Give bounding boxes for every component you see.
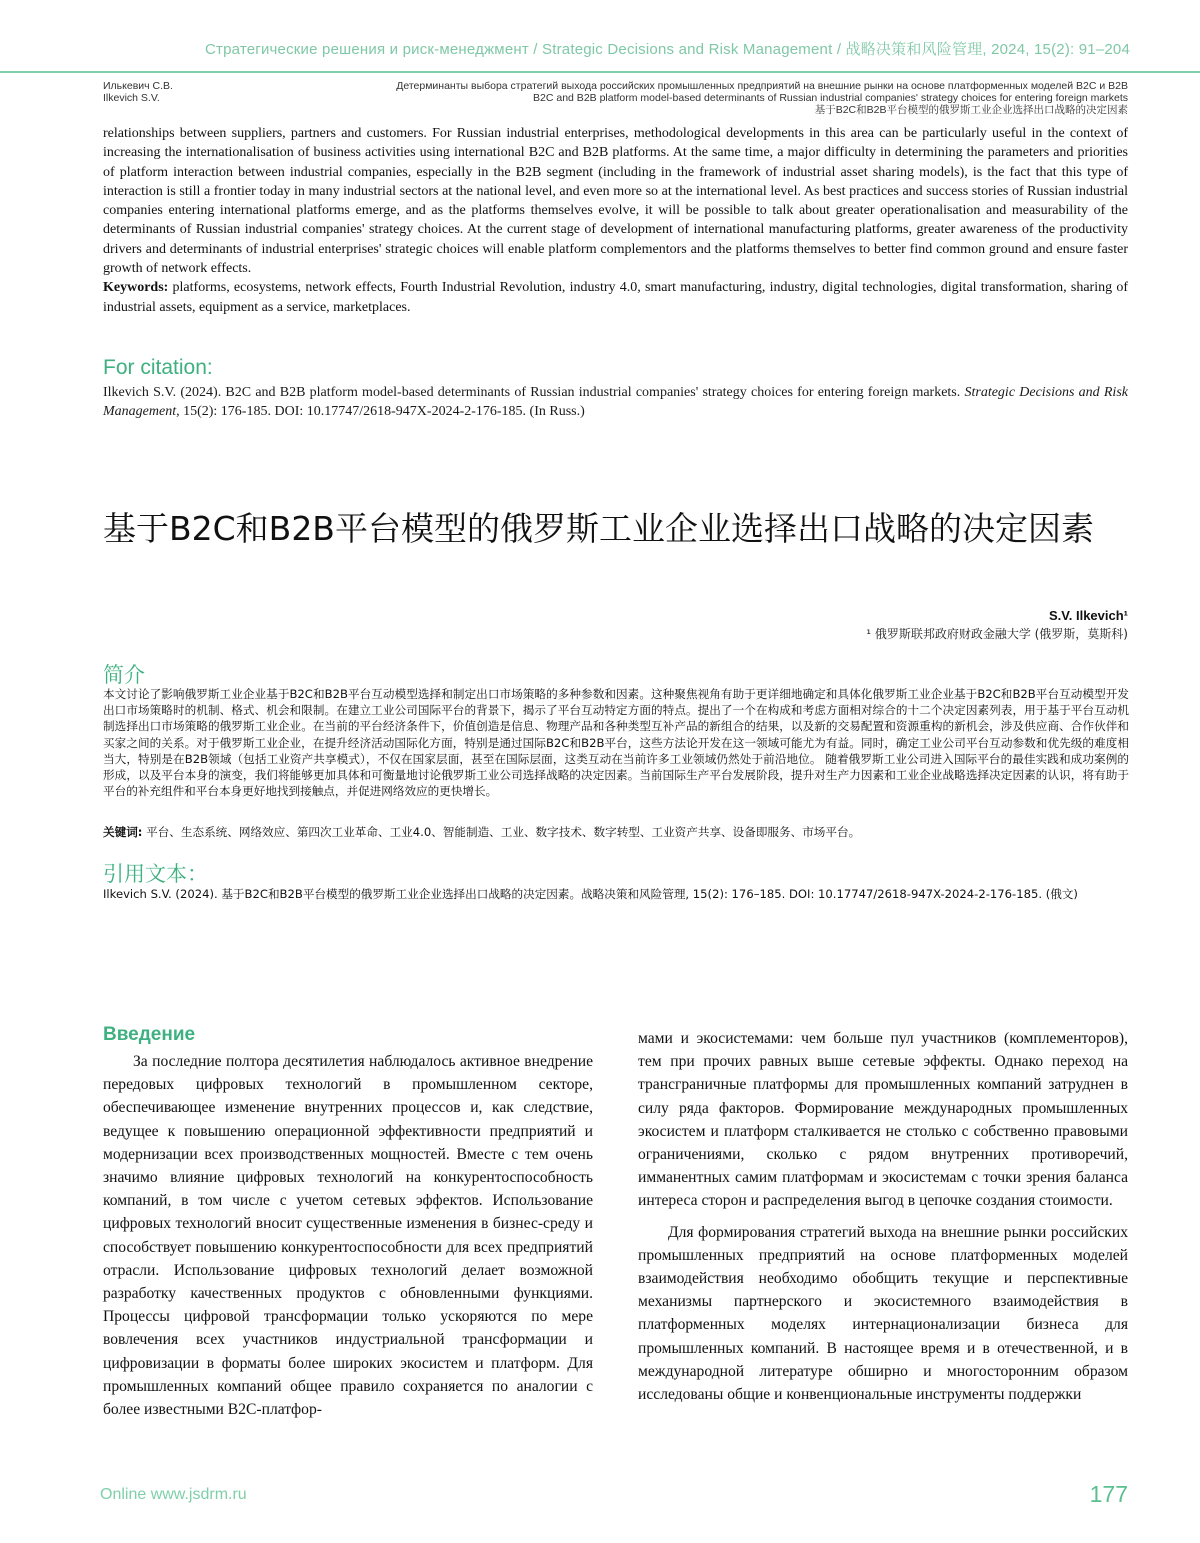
running-title-zh: 基于B2C和B2B平台模型的俄罗斯工业企业选择出口战略的决定因素 bbox=[814, 104, 1128, 116]
journal-header-line: Стратегические решения и риск-менеджмент / Strategic Decisions and Risk Management / 战略决策和风险管理, 2024, 15(2): 91–204 bbox=[204, 41, 1130, 58]
body-column-left bbox=[103, 1050, 593, 1421]
zh-citation-heading: 引用文本： bbox=[103, 863, 208, 886]
body-paragraph: За последние полтора десятилетия наблюдалось активное внедрение передовых цифровых технологий в промышленном секторе, обеспечивающее изменение внутренних процессов и, как следствие, ведущее к повышению операционной эффективности предприятий и модернизации всех производственных мощностей. Вместе с тем очень значимо влияние цифровых технологий на конкурентоспособность компаний, в том числе с учетом сетевых эффектов. Использование цифровых технологий вносит существенные изменения в бизнес-среду и способствует повышению конкурентоспособности для всех предприятий отрасли. Использование цифровых технологий делает возможной разработку качественных продуктов с обновленными функциями. Процессы цифровой трансформации только ускоряются по мере вовлечения всех участников индустриальной трансформации и цифровизации в форматы более широких экосистем и платформ. Для промышленных компаний общее правило сохраняется по аналогии с более известными B2C-платфор- bbox=[103, 1053, 593, 1419]
citation-en-part2: , 15(2): 176-185. DOI: 10.17747/2618-947X-2024-2-176-185. (In Russ.) bbox=[176, 404, 585, 420]
zh-keywords-text: 平台、生态系统、网络效应、第四次工业革命、工业4.0、智能制造、工业、数字技术、数字转型、工业资产共享、设备即服务、市场平台。 bbox=[142, 825, 861, 839]
keywords-en: platforms, ecosystems, network effects, Fourth Industrial Revolution, industry 4.0, smart manufacturing, industry, digital technologies, digital transformation, sharing of industrial assets, equipment as a service, marketplaces. bbox=[103, 280, 1128, 315]
footer-website: Online www.jsdrm.ru bbox=[100, 1486, 247, 1503]
citation-heading-en: For citation: bbox=[103, 356, 213, 379]
page-number: 177 bbox=[1089, 1481, 1128, 1507]
abstract-en-text: relationships between suppliers, partners and customers. For Russian industrial enterprises, methodological developments in this area can be particularly useful in the context of increasing the internationalisation of business activities using international B2C and B2B platforms. At the same time, a major difficulty in determining the parameters and priorities of platform interaction between industrial companies, especially in the B2B segment (including in the framework of industrial asset sharing models), is the fact that this type of interaction is still a frontier today in many industrial sectors at the national level, and even more so at the international level. As best practices and success stories of Russian industrial companies entering international platforms emerge, and as the platforms themselves evolve, it will be possible to talk about greater operationalisation and measurability of the determinants of Russian industrial companies' strategy choices. At the current stage of development of international manufacturing platforms, greater awareness of the productivity drivers and determinants of industrial enterprises' strategic choices will enable platform complementors and the platforms themselves to better find common ground and ensure faster growth of network effects. bbox=[103, 126, 1128, 277]
zh-abstract-heading: 简介 bbox=[103, 664, 145, 687]
intro-heading: Введение bbox=[103, 1024, 196, 1045]
citation-en-part1: Ilkevich S.V. (2024). B2C and B2B platform model-based determinants of Russian industrial companies' strategy choices for entering foreign markets. bbox=[103, 385, 965, 400]
author-en: Ilkevich S.V. bbox=[103, 92, 160, 104]
zh-author: S.V. Ilkevich¹ bbox=[1048, 608, 1128, 623]
abstract-en bbox=[103, 124, 1128, 317]
citation-en-journal: Strategic Decisions and Risk Management bbox=[103, 385, 1128, 420]
keywords-en-label: Keywords: bbox=[103, 280, 169, 296]
running-title bbox=[328, 80, 1128, 116]
zh-citation: Ilkevich S.V. (2024). 基于B2C和B2B平台模型的俄罗斯工业企业选择出口战略的决定因素。战略决策和风险管理, 15(2): 176–185. DOI: 10.17747/2618-947X-2024-2-176-185. (俄文) bbox=[103, 887, 1078, 901]
running-title-ru: Детерминанты выбора стратегий выхода российских промышленных предприятий на внешние рынки на основе платформенных моделей B2C и B2B bbox=[396, 80, 1128, 92]
body-paragraph: мами и экосистемами: чем больше пул участников (комплементоров), тем при прочих равных выше сетевые эффекты. Однако переход на трансграничные платформы для промышленных компаний затруднен в силу ряда факторов. Формирование международных промышленных экосистем и платформ сталкивается не столько с собственно правовыми ограничениями, сколько с рядом внутренних противоречий, имманентных самим платформам и экосистемам с точки зрения баланса интереса сторон и распределения выгод в цепочке создания стоимости. bbox=[638, 1030, 1128, 1210]
author-ru: Илькевич С.В. bbox=[103, 80, 173, 92]
header-divider bbox=[0, 71, 1200, 73]
zh-article-title: 基于B2C和B2B平台模型的俄罗斯工业企业选择出口战略的决定因素 bbox=[103, 509, 1094, 548]
zh-keywords-label: 关键词: bbox=[103, 825, 143, 839]
body-paragraph: Для формирования стратегий выхода на внешние рынки российских промышленных предприятий на основе платформенных моделей взаимодействия необходимо обобщить текущие и перспективные механизмы партнерского и экосистемного взаимодействия в платформенных моделях интернационализации бизнеса для промышленных компаний. В настоящее время и в отечественной, и в международной литературе обширно и многосторонним образом исследованы общие и конвенциональные инструменты поддержки bbox=[638, 1223, 1128, 1404]
running-authors bbox=[103, 80, 173, 104]
citation-en bbox=[103, 383, 1128, 422]
zh-abstract: 本文讨论了影响俄罗斯工业企业基于B2C和B2B平台互动模型选择和制定出口市场策略的多种参数和因素。这种聚焦视角有助于更详细地确定和具体化俄罗斯工业企业基于B2C和B2B平台互动模型开发出口市场策略时的机制、格式、机会和限制。在建立工业公司国际平台的背景下，揭示了平台互动特定方面的特点。提出了一个在构成和考虑方面相对综合的十二个决定因素列表，用于基于平台互动机制选择出口市场策略的俄罗斯工业企业。在当前的平台经济条件下，价值创造是信息、物理产品和各种类型互补产品的新组合的结果，以及新的交易配置和资源重构的新机会，涉及供应商、合作伙伴和买家之间的关系。对于俄罗斯工业企业，在提升经济活动国际化方面，特别是通过国际B2C和B2B平台，这些方法论开发在这一领域可能尤为有益。同时，确定工业公司平台互动参数和优先级的难度相当大，特别是在B2B领域（包括工业资产共享模式），不仅在国家层面，甚至在国际层面，这类互动在当前许多工业领域仍然处于前沿地位。 随着俄罗斯工业公司进入国际平台的最佳实践和成功案例的形成，以及平台本身的演变，我们将能够更加具体和可衡量地讨论俄罗斯工业公司选择战略的决定因素。当前国际生产平台发展阶段，提升对生产力因素和工业企业战略选择决定因素的认识，将有助于平台的补充组件和平台本身更好地找到接触点，并促进网络效应的更快增长。 bbox=[103, 687, 1129, 799]
running-title-en: B2C and B2B platform model-based determinants of Russian industrial companies' strategy choices for entering foreign markets bbox=[533, 92, 1128, 104]
zh-keywords bbox=[103, 824, 1129, 840]
body-column-right bbox=[638, 1027, 1128, 1406]
zh-affiliation: ¹ 俄罗斯联邦政府财政金融大学 (俄罗斯，莫斯科) bbox=[866, 627, 1128, 641]
